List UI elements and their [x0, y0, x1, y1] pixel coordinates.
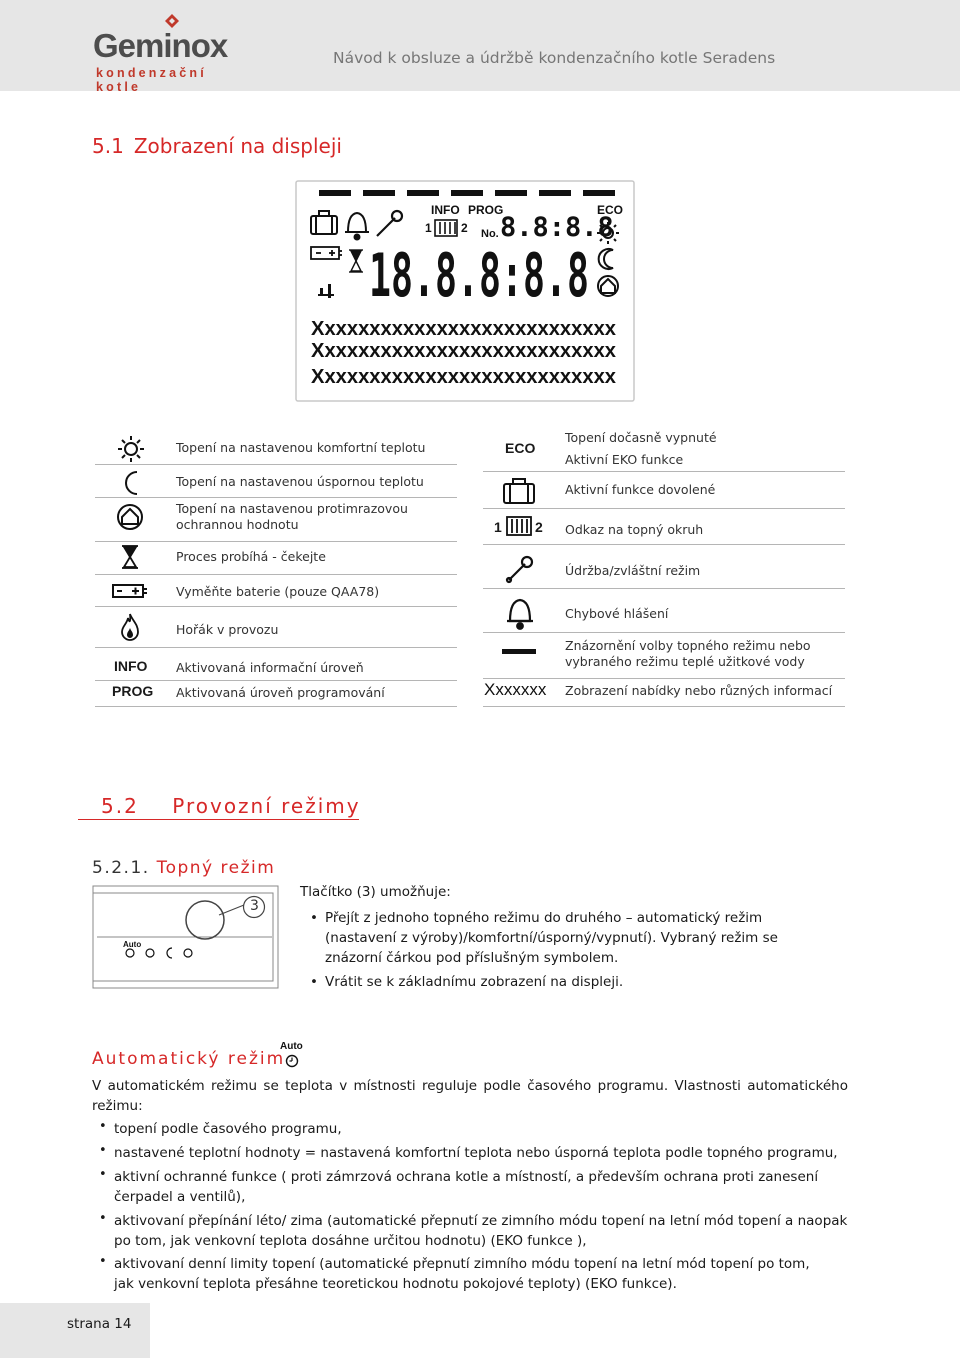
- topny-rezim-intro: Tlačítko (3) umožňuje:: [300, 884, 451, 900]
- section-number: 5.2: [101, 794, 139, 818]
- brand-logo: [93, 14, 253, 94]
- legend-divider: [483, 632, 845, 633]
- house-icon: [116, 503, 144, 531]
- legend-divider: [95, 706, 457, 707]
- eco-icon: ECO: [505, 440, 536, 456]
- suitcase-icon: [502, 477, 536, 505]
- legend-divider: [95, 464, 457, 465]
- page-number: strana 14: [67, 1316, 132, 1332]
- lcd-big-digits: 18.8.8:8.8: [369, 241, 589, 311]
- lcd-suitcase-icon: [311, 211, 337, 234]
- legend-divider: [95, 574, 457, 575]
- auto-mode-item-2: nastavené teplotní hodnoty = nastavená komfortní teplota nebo úsporná teplota podle topného programu,: [114, 1145, 838, 1161]
- legend-moon-text: Topení na nastavenou úspornou teplotu: [176, 474, 424, 489]
- lcd-circuit-2: 2: [461, 221, 468, 235]
- lcd-flame-icon: [318, 284, 334, 298]
- legend-divider: [483, 508, 845, 509]
- section-5-2-1-heading: [92, 858, 275, 878]
- lcd-radiator-icon: [435, 220, 457, 236]
- section-underline: [78, 819, 359, 820]
- legend-divider: [483, 588, 845, 589]
- auto-mode-item-4: aktivovaní přepínání léto/ zima (automatické přepnutí ze zimního módu topení na letní mód topení a naopak po tom, jak venkovní teplota dosáhne určitou hodnotu) (EKO funkce ),: [114, 1213, 848, 1249]
- bullet-dot-icon: •: [99, 1167, 107, 1182]
- lcd-bell-icon: [345, 213, 369, 240]
- section-title: Topný režim: [156, 858, 276, 878]
- legend-xtext-text: Zobrazení nabídky nebo různých informací: [565, 683, 833, 698]
- legend-radiator-text: Odkaz na topný okruh: [565, 522, 704, 537]
- radiator-label-1: 1: [494, 519, 502, 535]
- section-number: 5.1: [92, 134, 124, 158]
- legend-divider: [95, 497, 457, 498]
- legend-divider: [483, 544, 845, 545]
- hourglass-icon: [119, 544, 141, 570]
- dash-icon: [502, 649, 536, 654]
- section-number: 5.2.1.: [92, 858, 150, 878]
- section-title: Provozní režimy: [172, 794, 361, 818]
- lcd-circuit-1: 1: [425, 221, 432, 235]
- lcd-moon-icon: [599, 249, 613, 269]
- lcd-small-digits: 8.8:8.8: [500, 212, 614, 243]
- legend-divider: [95, 541, 457, 542]
- auto-mode-paragraph: V automatickém režimu se teplota v místnosti reguluje podle časového programu. Vlastnosti automatického režimu:: [92, 1078, 848, 1114]
- legend-wrench-text: Údržba/zvláštní režim: [565, 563, 701, 578]
- legend-divider: [95, 680, 457, 681]
- lcd-prog-label: PROG: [468, 203, 504, 217]
- logo-diamond-icon: [165, 14, 179, 28]
- legend-bell-text: Chybové hlášení: [565, 606, 669, 621]
- lcd-eco-label: ECO: [597, 203, 624, 217]
- bullet-dot-icon: •: [99, 1211, 107, 1226]
- legend-battery-text: Vyměňte baterie (pouze QAA78): [176, 584, 380, 599]
- auto-mode-heading: Automatický režim: [92, 1049, 286, 1069]
- lcd-info-label: INFO: [431, 203, 460, 217]
- bullet-dot-icon: •: [310, 910, 318, 926]
- lcd-battery-icon: [311, 247, 342, 259]
- bullet-dot-icon: •: [99, 1254, 107, 1269]
- lcd-text-line-1: Xxxxxxxxxxxxxxxxxxxxxxxxxxx: [311, 318, 616, 340]
- flame-icon: [118, 612, 142, 644]
- logo-tagline: kondenzační kotle: [96, 66, 207, 94]
- legend-dash-text: Znázornění volby topného režimu nebo vybraného režimu teplé užitkové vody: [565, 638, 811, 669]
- info-icon: INFO: [114, 658, 148, 674]
- topny-rezim-bullet-2: Vrátit se k základnímu zobrazení na displeji.: [325, 974, 624, 990]
- sun-icon: [117, 435, 145, 463]
- legend-suitcase-text: Aktivní funkce dovolené: [565, 482, 716, 497]
- document-title: Návod k obsluze a údržbě kondenzačního kotle Seradens: [333, 49, 776, 67]
- logo-wordmark: Geminox: [93, 27, 228, 64]
- legend-eco-text-2: Aktivní EKO funkce: [565, 452, 684, 467]
- bullet-dot-icon: •: [99, 1143, 107, 1158]
- battery-icon: [112, 582, 148, 600]
- auto-mode-item-1: topení podle časového programu,: [114, 1121, 342, 1137]
- lcd-hourglass-icon: [349, 250, 363, 272]
- lcd-text-line-2: Xxxxxxxxxxxxxxxxxxxxxxxxxxx: [311, 340, 616, 362]
- legend-eco-text-1: Topení dočasně vypnuté: [565, 430, 717, 445]
- legend-prog-text: Aktivovaná úroveň programování: [176, 685, 385, 700]
- legend-divider: [95, 647, 457, 648]
- legend-house-text: Topení na nastavenou protimrazovou ochrannou hodnotu: [176, 501, 408, 532]
- legend-divider: [95, 606, 457, 607]
- lcd-house-icon: [598, 276, 618, 296]
- button-3-number: 3: [250, 898, 259, 914]
- page-header: [0, 0, 960, 94]
- topny-rezim-bullet-1: Přejít z jednoho topného režimu do druhého – automatický režim (nastavení z výroby)/komfortní/úsporný/vypnutí). Vybraný režim se znázorní čárkou pod příslušným symbolem.: [325, 910, 778, 966]
- legend-info-text: Aktivovaná informační úroveň: [176, 660, 364, 675]
- lcd-display: [295, 180, 635, 406]
- radiator-icon: [506, 514, 532, 538]
- clock-icon: [285, 1054, 299, 1068]
- auto-mode-item-5: aktivovaní denní limity topení (automatické přepnutí zimního módu topení na letní mód topení po tom, jak venkovní teplota přesáhne teoretickou hodnotu pokojové teploty) (EKO funkce).: [114, 1256, 810, 1292]
- auto-mode-label: Auto: [280, 1041, 303, 1052]
- bell-icon: [505, 596, 535, 630]
- radiator-label-2: 2: [535, 519, 543, 535]
- mode-dashes: [319, 190, 615, 196]
- section-title: Zobrazení na displeji: [133, 134, 342, 158]
- bullet-dot-icon: •: [99, 1119, 107, 1134]
- lcd-text-line-3: Xxxxxxxxxxxxxxxxxxxxxxxxxxx: [311, 366, 616, 388]
- legend-sun-text: Topení na nastavenou komfortní teplotu: [176, 440, 426, 455]
- legend-flame-text: Hořák v provozu: [176, 622, 279, 637]
- legend-divider: [483, 471, 845, 472]
- panel-auto-label: Auto: [123, 940, 142, 949]
- lcd-wrench-icon: [377, 211, 402, 236]
- moon-icon: [121, 470, 141, 496]
- bullet-dot-icon: •: [310, 974, 318, 990]
- legend-divider: [483, 678, 845, 679]
- auto-mode-item-3: aktivní ochranné funkce ( proti zámrzová ochrana kotle a místností, a především ochrana proti zanesení čerpadel a ventilů),: [114, 1169, 819, 1205]
- prog-icon: PROG: [112, 683, 154, 699]
- xtext-icon: Xxxxxxx: [484, 680, 547, 699]
- section-5-1-heading: [92, 134, 342, 158]
- wrench-icon: [505, 554, 535, 584]
- lcd-no-label: No.: [481, 228, 499, 240]
- legend-hourglass-text: Proces probíhá - čekejte: [176, 549, 326, 564]
- control-panel-illustration: [92, 885, 282, 990]
- legend-divider: [483, 706, 845, 707]
- section-5-2-heading: [101, 794, 361, 818]
